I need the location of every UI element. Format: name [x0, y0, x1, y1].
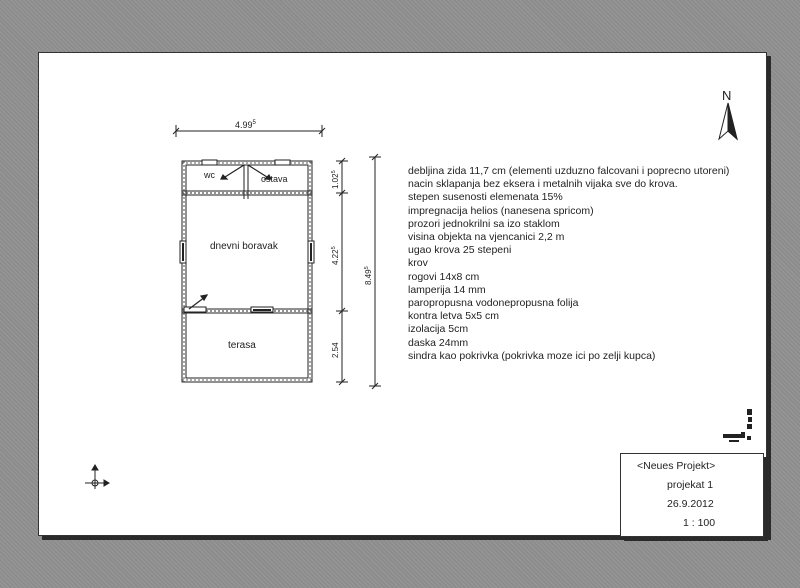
- note-line: lamperija 14 mm: [408, 283, 486, 296]
- dim-wc-label: 1.02$^5$: [331, 170, 340, 189]
- note-line: impregnacija helios (nanesena spricom): [408, 204, 594, 217]
- note-line: nacin sklapanja bez eksera i metalnih vijaka sve do krova.: [408, 178, 678, 191]
- dim-width-label: 4.99$^5$: [235, 120, 256, 130]
- room-label-living: dnevni boravak: [210, 241, 278, 252]
- title-scale: 1 : 100: [683, 517, 716, 529]
- note-line: izolacija 5cm: [408, 323, 469, 336]
- dim-terrace-label: 2.54: [331, 342, 340, 358]
- note-line: ugao krova 25 stepeni: [408, 244, 512, 257]
- room-label-wc: wc: [204, 170, 215, 180]
- note-line: daska 24mm: [408, 336, 469, 349]
- title-block: [620, 453, 764, 537]
- note-line: rogovi 14x8 cm: [408, 270, 480, 283]
- dim-living-label: 4.22$^5$: [331, 246, 340, 265]
- note-line: sindra kao pokrivka (pokrivka moze ici po zelji kupca): [408, 349, 656, 362]
- note-line: visina objekta na vjencanici 2,2 m: [408, 231, 565, 244]
- north-arrow: [719, 103, 737, 139]
- note-line: krov: [408, 257, 428, 270]
- window-fill: [182, 243, 312, 311]
- north-label: N: [722, 88, 732, 103]
- title-date: 26.9.2012: [667, 498, 714, 510]
- stamp-marks: [723, 409, 752, 442]
- note-line: kontra letva 5x5 cm: [408, 310, 500, 323]
- title-project: <Neues Projekt>: [637, 460, 716, 472]
- dim-total-label: 8.49$^5$: [364, 266, 373, 285]
- note-line: debljina zida 11,7 cm (elementi uzduzno falcovani i poprecno utoreni): [408, 165, 730, 177]
- drawing-sheet: [38, 52, 767, 536]
- construction-notes: [408, 165, 729, 363]
- room-label-ostava: ostava: [261, 174, 288, 184]
- origin-marker: [85, 465, 109, 489]
- note-line: stepen susenosti elemenata 15%: [408, 191, 563, 204]
- windows: [180, 160, 314, 312]
- note-line: paropropusna vodonepropusna folija: [408, 297, 579, 310]
- doors: [189, 165, 271, 309]
- room-label-terrace: terasa: [228, 340, 256, 351]
- interior-wall-top: [182, 165, 312, 199]
- title-name: projekat 1: [667, 479, 714, 491]
- note-line: prozori jednokrilni sa izo staklom: [408, 217, 560, 230]
